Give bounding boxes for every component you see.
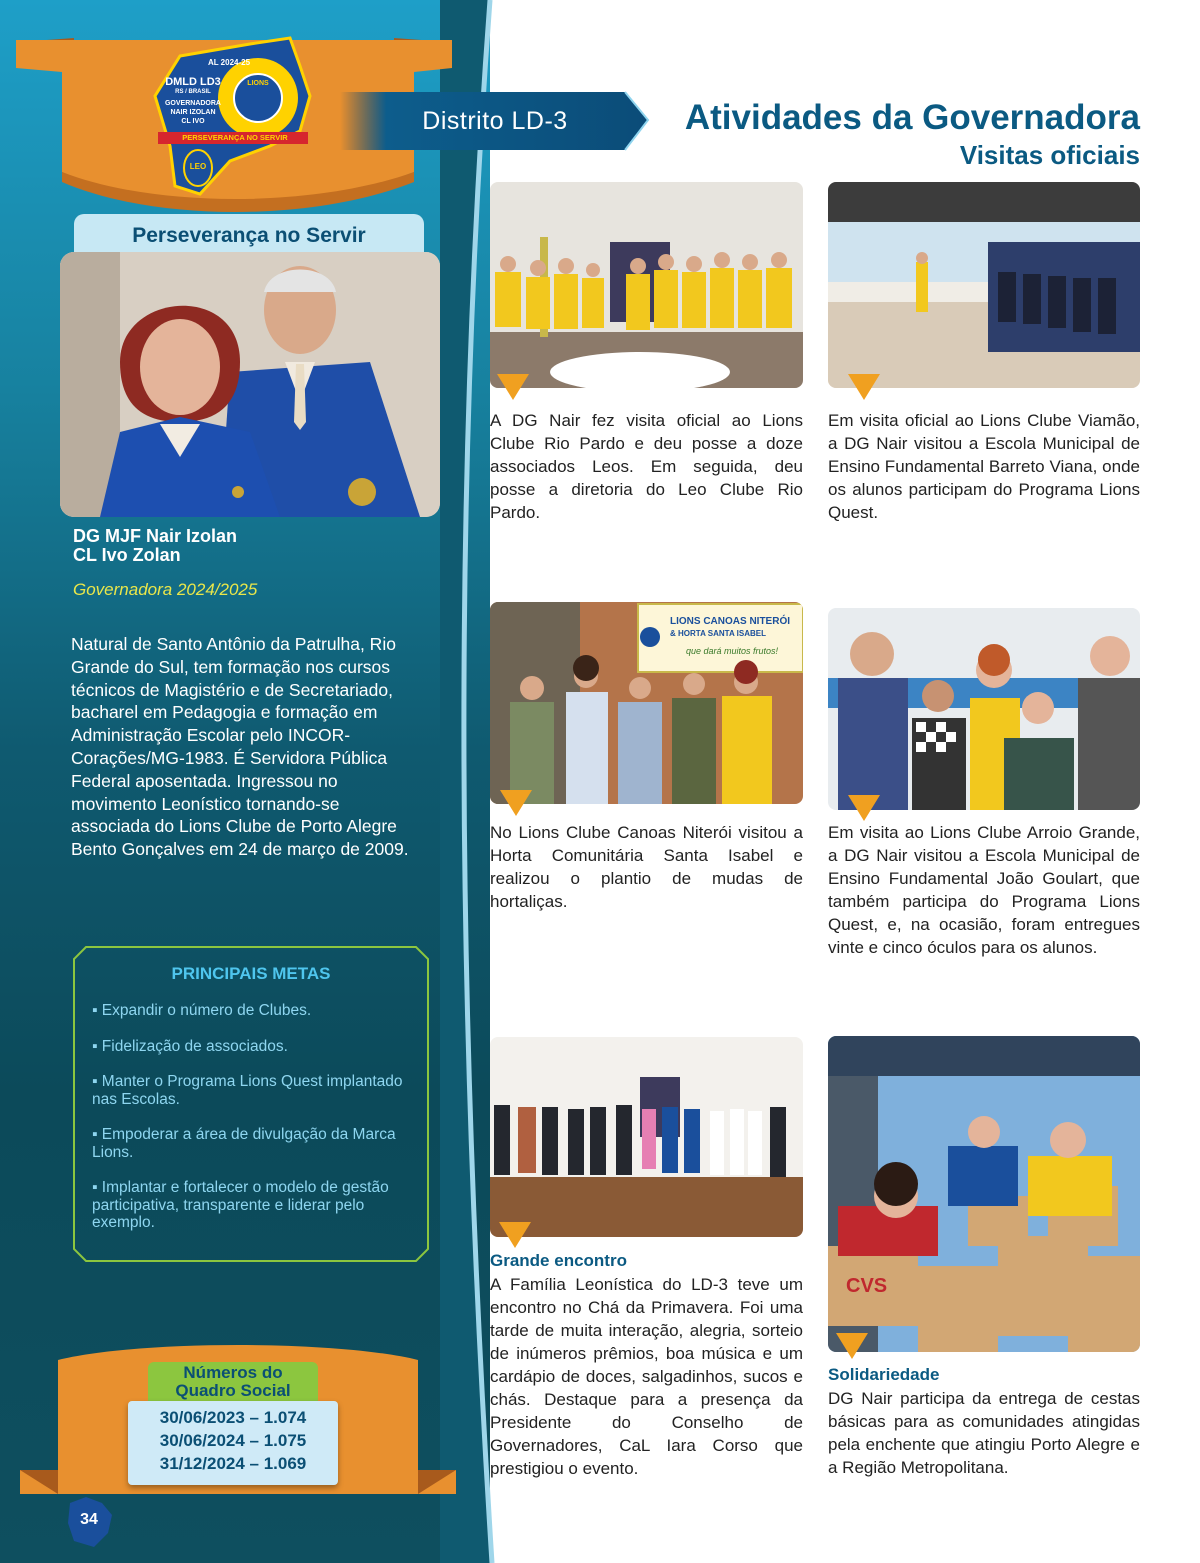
page-title: Atividades da Governadora bbox=[684, 98, 1140, 137]
photo-pin-icon bbox=[848, 795, 880, 821]
emblem-lions: LIONS bbox=[247, 80, 269, 87]
caption-title-solidariedade: Solidariedade bbox=[828, 1365, 940, 1384]
goal-item: ▪ Empoderar a área de divulgação da Marca Lions. bbox=[92, 1126, 396, 1161]
governor-bio: Natural de Santo Antônio da Patrulha, Rio Grande do Sul, tem formação nos cursos técnicos de Magistério e de Secretariado, bacharel em Pedagogia e formação em Administração Escolar pelo INCOR- Corações/MG-1983. É Servidora Pública Federal aposentada. Ingressou no movimento Leonístico tornando-se associada do Lions Clube de Porto Alegre Bento Gonçalves em 24 de março de 2009. bbox=[71, 634, 409, 860]
goal-item: ▪ Manter o Programa Lions Quest implantado nas Escolas. bbox=[92, 1073, 403, 1108]
membership-title-line2: Quadro Social bbox=[175, 1381, 291, 1400]
governor-name: DG MJF Nair Izolan bbox=[73, 526, 238, 546]
membership-title bbox=[148, 1364, 318, 1400]
emblem-line5: CL IVO bbox=[181, 118, 205, 125]
caption-title-grande-encontro: Grande encontro bbox=[490, 1251, 627, 1270]
caption-rio-pardo: A DG Nair fez visita oficial ao Lions Clube Rio Pardo e deu posse a doze associados Leos. Em seguida, deu posse a diretoria do Leo Clube Rio Pardo. bbox=[490, 411, 803, 522]
banner-line2: & HORTA SANTA ISABEL bbox=[670, 629, 766, 638]
governor-names bbox=[73, 527, 237, 565]
governor-portrait bbox=[60, 252, 440, 517]
membership-numbers bbox=[128, 1406, 338, 1475]
goals-title: PRINCIPAIS METAS bbox=[171, 964, 331, 983]
photo-pin-icon bbox=[499, 1222, 531, 1248]
emblem-ribbon: PERSEVERANÇA NO SERVIR bbox=[182, 133, 288, 142]
district-banner bbox=[340, 90, 650, 152]
emblem-line1: DMLD LD3 bbox=[165, 76, 221, 88]
membership-line: 30/06/2023 – 1.074 bbox=[159, 1408, 307, 1427]
membership-title-line1: Números do bbox=[183, 1363, 283, 1382]
goal-item: ▪ Expandir o número de Clubes. bbox=[92, 1002, 312, 1019]
photo-viamao bbox=[828, 182, 1140, 388]
district-emblem bbox=[150, 36, 320, 196]
photo-grande-encontro bbox=[490, 1037, 803, 1237]
photo-pin-icon bbox=[848, 374, 880, 400]
district-label: Distrito LD-3 bbox=[422, 107, 568, 135]
banner-line1: LIONS CANOAS NITERÓI bbox=[670, 616, 791, 627]
page-subtitle: Visitas oficiais bbox=[959, 140, 1140, 170]
membership-line: 31/12/2024 – 1.069 bbox=[159, 1454, 307, 1473]
caption-arroio-grande: Em visita ao Lions Clube Arroio Grande, a DG Nair visitou a Escola Municipal de Ensino Fundamental João Goulart, que também participa do Programa Lions Quest, e, na ocasião, foram entregues vinte e cinco óculos para os alunos. bbox=[828, 823, 1140, 957]
box-label: CVS bbox=[846, 1275, 888, 1297]
goal-item: ▪ Fidelização de associados. bbox=[92, 1037, 288, 1055]
photo-pin-icon bbox=[497, 374, 529, 400]
photo-pin-icon bbox=[836, 1333, 868, 1359]
page-number: 34 bbox=[80, 1511, 98, 1528]
governor-role: Governadora 2024/2025 bbox=[73, 580, 258, 599]
spouse-name: CL Ivo Zolan bbox=[73, 545, 181, 565]
emblem-line3: GOVERNADORA bbox=[164, 100, 221, 107]
caption-viamao: Em visita oficial ao Lions Clube Viamão, a DG Nair visitou a Escola Municipal de Ensino Fundamental Barreto Viana, onde os alunos participam do Programa Lions Quest. bbox=[828, 411, 1140, 522]
photo-pin-icon bbox=[500, 790, 532, 816]
goals-list bbox=[92, 1002, 422, 1250]
caption-canoas: No Lions Clube Canoas Niterói visitou a Horta Comunitária Santa Isabel e realizou o plantio de mudas de hortaliças. bbox=[490, 823, 803, 911]
caption-grande-encontro: A Família Leonística do LD-3 teve um encontro no Chá da Primavera. Foi uma tarde de muita interação, alegria, sorteio de inúmeros prêmios, boa música e um cardápio de doces, salgadinhos, sucos e chás. Destaque para a presença da Presidente do Conselho de Governadores, CaL Iara Corso que prestigiou o evento. bbox=[490, 1275, 803, 1478]
photo-rio-pardo bbox=[490, 182, 803, 388]
profile-tab-label: Perseverança no Servir bbox=[132, 224, 366, 247]
membership-line: 30/06/2024 – 1.075 bbox=[159, 1431, 307, 1450]
emblem-leo: LEO bbox=[189, 162, 207, 171]
emblem-line2: RS / BRASIL bbox=[175, 89, 211, 95]
emblem-year: AL 2024-25 bbox=[207, 58, 251, 67]
photo-canoas bbox=[490, 602, 803, 804]
photo-solidariedade bbox=[828, 1036, 1140, 1352]
banner-line3: que dará muitos frutos! bbox=[686, 646, 779, 656]
photo-arroio-grande bbox=[828, 608, 1140, 810]
emblem-line4: NAIR IZOLAN bbox=[170, 109, 216, 116]
caption-solidariedade: DG Nair participa da entrega de cestas básicas para as comunidades atingidas pela enchente que atingiu Porto Alegre e a Região Metropolitana. bbox=[828, 1389, 1140, 1477]
goal-item: ▪ Implantar e fortalecer o modelo de gestão participativa, transparente e liderar pelo exemplo. bbox=[92, 1179, 389, 1231]
